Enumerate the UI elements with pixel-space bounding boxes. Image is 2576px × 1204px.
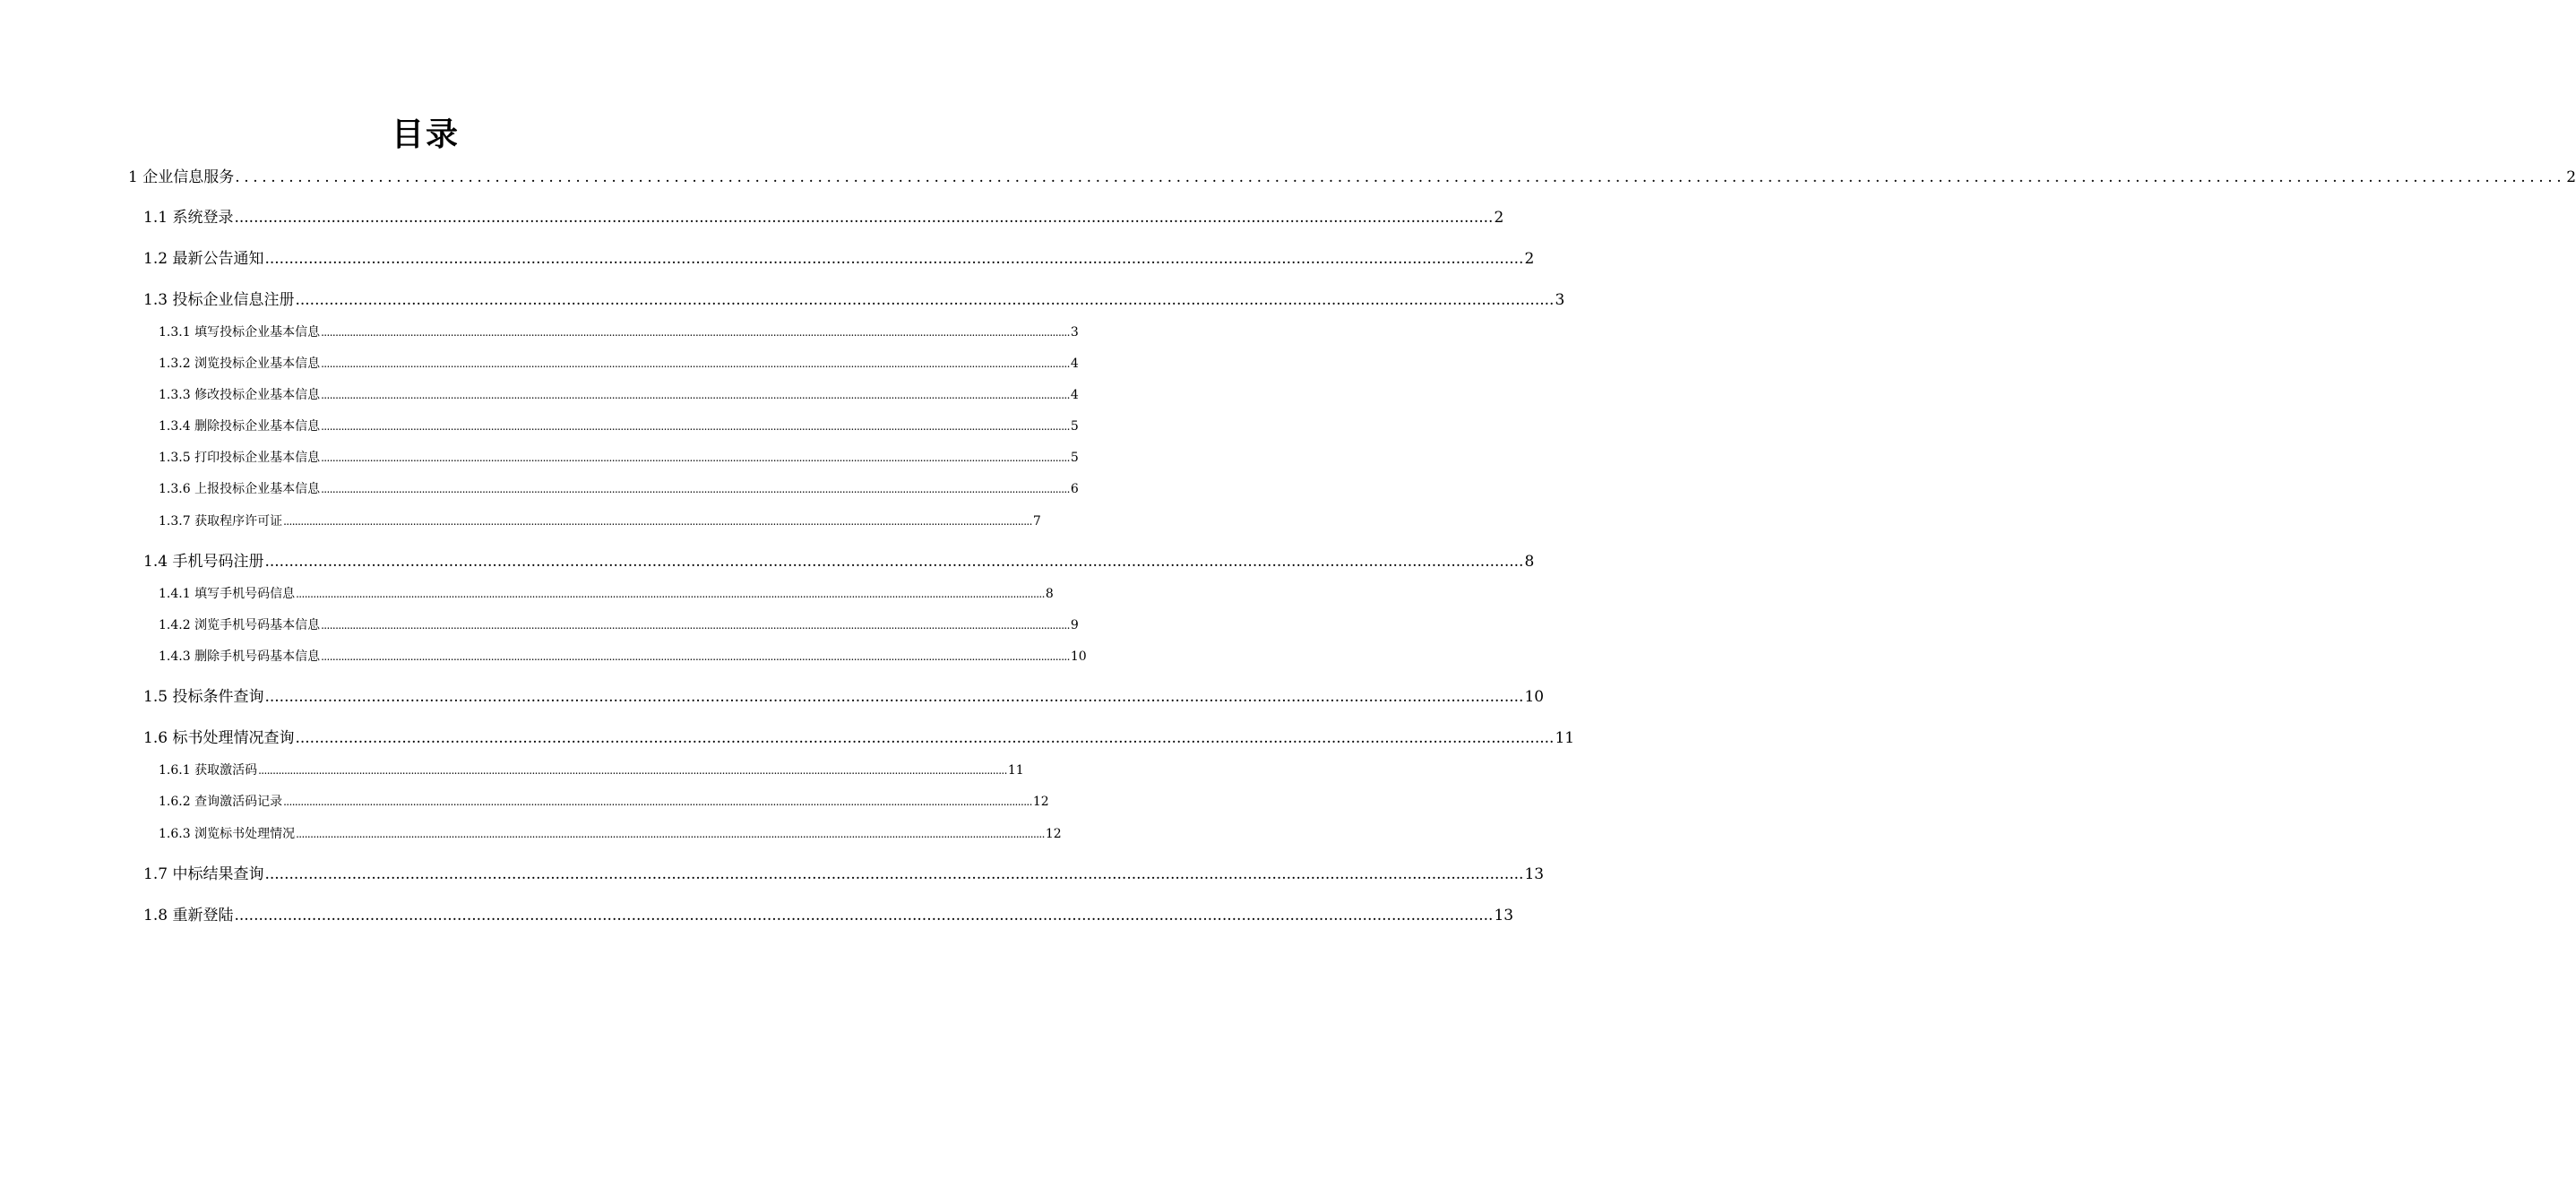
toc-entry[interactable]	[159, 586, 1054, 602]
toc-dot-leader: ....................................................................................................................................................................................................................................................................	[235, 168, 2566, 186]
toc-page-number: 11	[1555, 729, 1575, 747]
toc-dot-leader: ....................................................................................................................................................................................................................................................................	[234, 907, 1494, 924]
toc-page-number: 12	[1045, 827, 1062, 841]
toc-dot-leader: ....................................................................................................................................................................................................................................................................	[264, 688, 1524, 706]
toc-dot-leader: ....................................................................................................................................................................................................................................................................	[234, 209, 1494, 227]
toc-page-number: 2	[1494, 209, 1504, 227]
toc-entry-label: 1.4 手机号码注册	[143, 553, 264, 571]
toc-page-number: 13	[1494, 907, 1514, 924]
toc-dot-leader: ....................................................................................................................................................................................................................................................................	[283, 796, 1032, 808]
toc-entry[interactable]	[143, 864, 1545, 884]
toc-page-number: 6	[1070, 482, 1079, 496]
toc-entry[interactable]	[159, 324, 1079, 340]
toc-page-number: 13	[1524, 865, 1545, 883]
toc-entry[interactable]	[143, 906, 1514, 925]
toc-entry[interactable]	[159, 513, 1041, 529]
toc-entry[interactable]	[159, 826, 1062, 842]
toc-entry[interactable]	[143, 687, 1545, 707]
toc-entry-label: 1.3.5 打印投标企业基本信息	[159, 451, 321, 465]
toc-dot-leader: ....................................................................................................................................................................................................................................................................	[321, 357, 1070, 370]
toc-dot-leader: ....................................................................................................................................................................................................................................................................	[321, 452, 1070, 464]
toc-entry-label: 1.4.2 浏览手机号码基本信息	[159, 618, 321, 632]
toc-entry-label: 1.4.3 删除手机号码基本信息	[159, 649, 321, 664]
toc-entry[interactable]	[159, 450, 1079, 466]
toc-title: 目录	[391, 116, 460, 153]
toc-entry-label: 1.7 中标结果查询	[143, 865, 264, 883]
toc-dot-leader: ....................................................................................................................................................................................................................................................................	[295, 729, 1555, 747]
toc-entry[interactable]	[159, 794, 1049, 810]
toc-entry[interactable]	[159, 649, 1087, 665]
toc-dot-leader: ....................................................................................................................................................................................................................................................................	[321, 420, 1070, 433]
toc-dot-leader: ....................................................................................................................................................................................................................................................................	[321, 650, 1070, 663]
toc-entry[interactable]	[159, 617, 1079, 633]
toc-entry[interactable]	[159, 762, 1024, 778]
toc-dot-leader: ....................................................................................................................................................................................................................................................................	[321, 619, 1070, 632]
toc-page-number: 4	[1070, 357, 1079, 371]
toc-page-number: 3	[1070, 325, 1079, 340]
toc-dot-leader: ....................................................................................................................................................................................................................................................................	[264, 553, 1524, 571]
toc-entry-label: 1.6.1 获取激活码	[159, 763, 258, 778]
toc-entry[interactable]	[128, 168, 2576, 187]
toc-entry-label: 1.3.2 浏览投标企业基本信息	[159, 357, 321, 371]
toc-page-number: 11	[1007, 763, 1024, 778]
toc-entry-label: 1 企业信息服务	[128, 168, 235, 186]
toc-entry-label: 1.3.3 修改投标企业基本信息	[159, 388, 321, 402]
toc-dot-leader: ....................................................................................................................................................................................................................................................................	[264, 865, 1524, 883]
toc-page-number: 2	[1524, 250, 1535, 268]
toc-entry-label: 1.6.3 浏览标书处理情况	[159, 827, 296, 841]
toc-entry[interactable]	[143, 290, 1565, 310]
toc-page-number: 5	[1070, 451, 1079, 465]
toc-entry-label: 1.8 重新登陆	[143, 907, 234, 924]
toc-entry-label: 1.3.7 获取程序许可证	[159, 514, 283, 529]
toc-dot-leader: ....................................................................................................................................................................................................................................................................	[321, 483, 1070, 495]
toc-entry[interactable]	[143, 552, 1535, 572]
toc-entry[interactable]	[143, 249, 1535, 269]
toc-dot-leader: ....................................................................................................................................................................................................................................................................	[296, 828, 1045, 840]
toc-entry-label: 1.3 投标企业信息注册	[143, 291, 295, 309]
toc-entry[interactable]	[143, 208, 1504, 228]
toc-entry-label: 1.6 标书处理情况查询	[143, 729, 295, 747]
toc-page-number: 8	[1524, 553, 1535, 571]
toc-entry-label: 1.2 最新公告通知	[143, 250, 264, 268]
toc-dot-leader: ....................................................................................................................................................................................................................................................................	[321, 326, 1070, 339]
toc-page-number: 12	[1032, 795, 1049, 809]
toc-entry[interactable]	[159, 387, 1079, 403]
toc-dot-leader: ....................................................................................................................................................................................................................................................................	[258, 764, 1007, 777]
toc-entry-label: 1.6.2 查询激活码记录	[159, 795, 283, 809]
toc-page-number: 3	[1555, 291, 1565, 309]
toc-dot-leader: ....................................................................................................................................................................................................................................................................	[283, 515, 1032, 528]
toc-entry-label: 1.3.4 删除投标企业基本信息	[159, 419, 321, 434]
toc-page-number: 7	[1032, 514, 1041, 529]
toc-entry[interactable]	[159, 418, 1079, 434]
toc-page-number: 4	[1070, 388, 1079, 402]
toc-page-number: 10	[1524, 688, 1545, 706]
toc-entry[interactable]	[143, 728, 1575, 748]
toc-entry-label: 1.1 系统登录	[143, 209, 234, 227]
toc-dot-leader: ....................................................................................................................................................................................................................................................................	[295, 291, 1555, 309]
toc-page-number: 2	[2566, 168, 2576, 186]
toc-entry[interactable]	[159, 481, 1079, 497]
toc-page-number: 8	[1045, 587, 1054, 601]
toc-page-number: 10	[1070, 649, 1087, 664]
toc-page-number: 9	[1070, 618, 1079, 632]
toc-page-number: 5	[1070, 419, 1079, 434]
toc-entry-label: 1.3.1 填写投标企业基本信息	[159, 325, 321, 340]
toc-dot-leader: ....................................................................................................................................................................................................................................................................	[296, 588, 1045, 600]
toc-entry-label: 1.5 投标条件查询	[143, 688, 264, 706]
toc-entry[interactable]	[159, 356, 1079, 372]
toc-dot-leader: ....................................................................................................................................................................................................................................................................	[264, 250, 1524, 268]
toc-entry-label: 1.3.6 上报投标企业基本信息	[159, 482, 321, 496]
toc-entry-label: 1.4.1 填写手机号码信息	[159, 587, 296, 601]
toc-dot-leader: ....................................................................................................................................................................................................................................................................	[321, 389, 1070, 401]
